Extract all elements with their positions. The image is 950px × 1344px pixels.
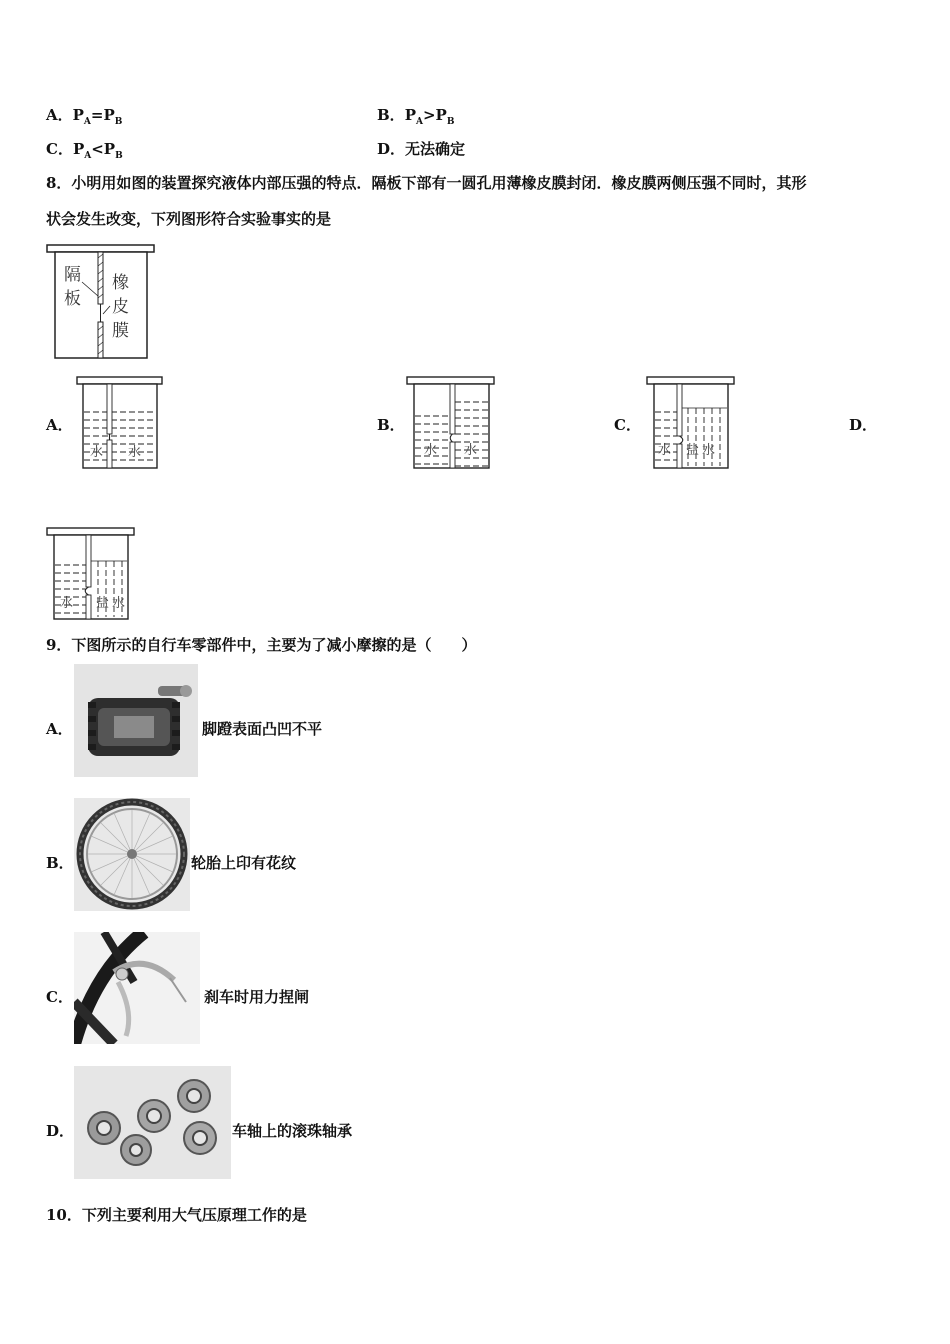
q9-option-d-letter: D． (46, 1122, 75, 1140)
q9-option-c-text: 刹车时用力捏闸 (204, 988, 310, 1006)
bearings-image (74, 1066, 231, 1179)
q8-option-b-figure (406, 376, 496, 470)
water-label-right: 水 (112, 596, 126, 611)
water-label-right: 水 (128, 445, 142, 460)
q8-option-a-figure (76, 376, 164, 470)
label-membrane-2: 皮 (112, 297, 129, 317)
q7-option-b: B．$P_A>P_B$ (377, 106, 455, 127)
q8-option-b-letter: B． (377, 416, 405, 434)
q9-option-b-text: 轮胎上印有花纹 (191, 854, 297, 872)
label-partition-2: 板 (64, 289, 81, 309)
container-lid (47, 245, 154, 252)
label-partition-1: 隔 (64, 265, 81, 285)
brake-image (74, 932, 200, 1044)
pedal-image (74, 664, 198, 777)
q9-option-b-letter: B． (46, 854, 74, 872)
q8-setup-figure (46, 244, 156, 362)
label-membrane-1: 橡 (112, 273, 129, 293)
q9-option-a-letter: A． (46, 720, 73, 738)
water-label-left: 水 (658, 443, 672, 458)
q7-option-a: A．$P_A=P_B$ (46, 106, 123, 127)
q8-option-c-letter: C． (614, 416, 641, 434)
water-label-left: 水 (60, 596, 74, 611)
q7-option-c: C．$P_A<P_B$ (46, 140, 123, 161)
salt-label: 盐 (96, 596, 110, 611)
water-label-left: 水 (424, 443, 438, 458)
q9-stem: 9．下图所示的自行车零部件中，主要为了减小摩擦的是（ ） (46, 636, 477, 654)
partition-lower (98, 322, 103, 358)
q9-option-d-text: 车轴上的滚珠轴承 (232, 1122, 353, 1140)
q8-option-d-letter: D． (849, 416, 878, 434)
q9-option-c-letter: C． (46, 988, 73, 1006)
q8-stem-line1: 8．小明用如图的装置探究液体内部压强的特点．隔板下部有一圆孔用薄橡皮膜封闭．橡皮膜两侧压强不同时，其形 (46, 174, 807, 192)
q10-stem: 10．下列主要利用大气压原理工作的是 (46, 1206, 307, 1224)
q8-option-d-figure (46, 527, 136, 621)
water-label-right: 水 (702, 443, 716, 458)
tire-image (74, 798, 190, 911)
q9-option-a-text: 脚蹬表面凸凹不平 (202, 720, 323, 738)
q8-option-a-letter: A． (46, 416, 73, 434)
water-label-left: 水 (90, 445, 104, 460)
q8-stem-line2: 状会发生改变，下列图形符合实验事实的是 (46, 210, 332, 228)
q8-option-c-figure (646, 376, 736, 470)
salt-label: 盐 (686, 443, 700, 458)
label-membrane-3: 膜 (112, 321, 129, 341)
water-label-right: 水 (464, 443, 478, 458)
q7-option-d: D．无法确定 (377, 140, 466, 158)
